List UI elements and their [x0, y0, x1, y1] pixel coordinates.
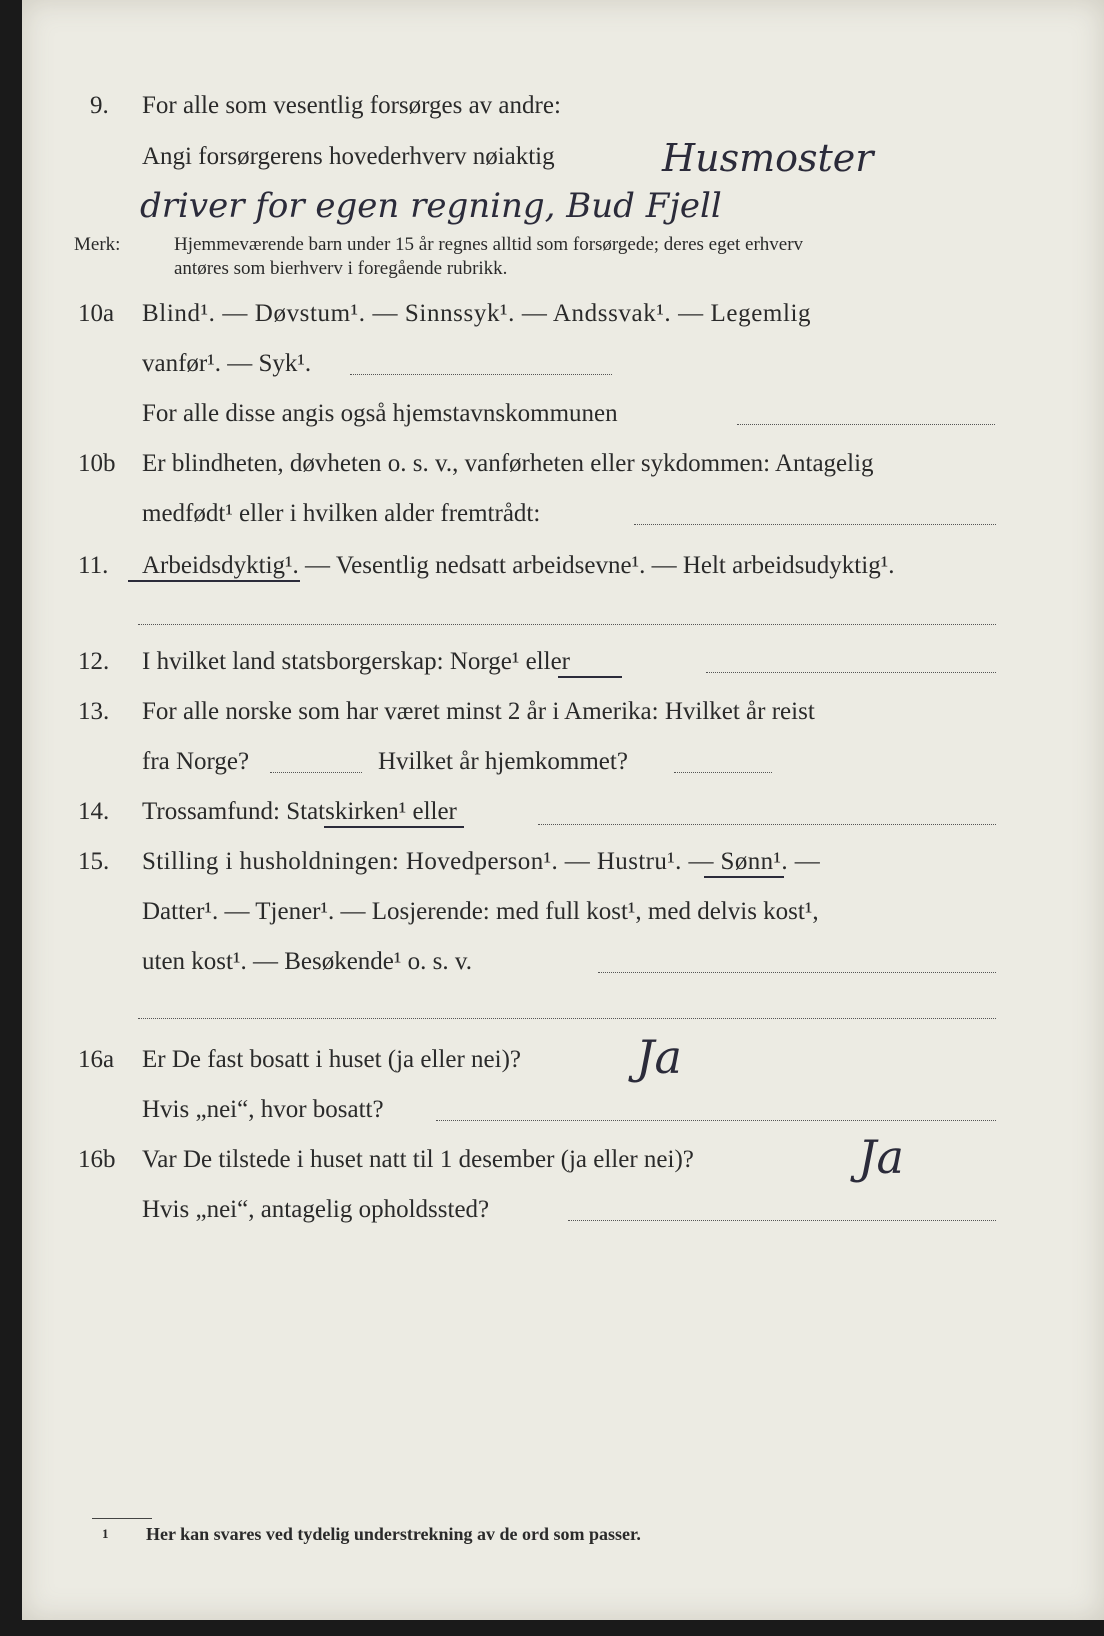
q10a-line1: Blind¹. — Døvstum¹. — Sinnssyk¹. — Andssvak¹. — Legemlig — [142, 300, 812, 327]
q12-answer-line — [706, 672, 996, 673]
q13-line2a: fra Norge? — [142, 748, 250, 775]
q12-number: 12. — [78, 648, 110, 675]
q10a-sick-answer-line — [350, 374, 612, 375]
q15-line1: Stilling i husholdningen: Hovedperson¹. — Hustru¹. — Sønn¹. — — [142, 848, 821, 875]
q9-number: 9. — [90, 92, 109, 119]
q16b-handwritten-answer: Ja — [858, 1130, 904, 1184]
q15-answer-line — [598, 972, 996, 973]
q11-answer-line — [138, 624, 996, 625]
q9-handwritten-answer-2: driver for egen regning, Bud Fjell — [140, 186, 722, 226]
q9-merk-line2: antøres som bierhverv i foregående rubrikk. — [174, 258, 508, 279]
footnote-text: Her kan svares ved tydelig understrekning av de ord som passer. — [146, 1524, 641, 1544]
q15-line3: uten kost¹. — Besøkende¹ o. s. v. — [142, 948, 473, 975]
q13-return-year-line — [674, 772, 772, 773]
q15-line2: Datter¹. — Tjener¹. — Losjerende: med full kost¹, med delvis kost¹, — [142, 898, 819, 925]
footnote-mark: 1 — [102, 1526, 109, 1541]
q14-number: 14. — [78, 798, 110, 825]
q16b-whereabouts-line — [568, 1220, 996, 1221]
q10b-number: 10b — [78, 450, 116, 477]
q12-underline-norge — [558, 676, 622, 678]
q10a-line2: vanfør¹. — Syk¹. — [142, 350, 312, 377]
q16a-line2: Hvis „nei“, hvor bosatt? — [142, 1096, 384, 1123]
q15-extra-line — [138, 1018, 996, 1019]
footnote-rule — [92, 1518, 152, 1519]
q10a-home-municipality-line — [737, 424, 995, 425]
q16b-number: 16b — [78, 1146, 116, 1173]
q15-number: 15. — [78, 848, 110, 875]
q16a-residence-line — [436, 1120, 996, 1121]
q10a-number: 10a — [78, 300, 115, 327]
census-form-page — [22, 0, 1104, 1620]
q9-merk-label: Merk: — [74, 234, 121, 255]
q15-underline-hustru — [704, 876, 784, 878]
q16a-handwritten-answer: Ja — [636, 1030, 682, 1084]
q16b-line1: Var De tilstede i huset natt til 1 desember (ja eller nei)? — [142, 1146, 694, 1173]
q13-line1: For alle norske som har været minst 2 år i Amerika: Hvilket år reist — [142, 698, 815, 725]
q14-answer-line — [538, 824, 996, 825]
q11-underline-arbeidsdyktig — [128, 580, 300, 582]
q9-line1: For alle som vesentlig forsørges av andre: — [142, 92, 561, 119]
q11-number: 11. — [78, 552, 109, 579]
q13-number: 13. — [78, 698, 110, 725]
q9-merk-line1: Hjemmeværende barn under 15 år regnes alltid som forsørgede; deres eget erhverv — [174, 234, 804, 255]
q16b-line2: Hvis „nei“, antagelig opholdssted? — [142, 1196, 490, 1223]
q13-departure-year-line — [270, 772, 362, 773]
q13-line2b: Hvilket år hjemkommet? — [378, 748, 628, 775]
q12-line1: I hvilket land statsborgerskap: Norge¹ eller — [142, 648, 570, 675]
q11-line1: Arbeidsdyktig¹. — Vesentlig nedsatt arbeidsevne¹. — Helt arbeidsudyktig¹. — [142, 552, 895, 579]
q16a-line1: Er De fast bosatt i huset (ja eller nei)? — [142, 1046, 522, 1073]
q10b-line1: Er blindheten, døvheten o. s. v., vanførheten eller sykdommen: Antagelig — [142, 450, 874, 477]
q10b-answer-line — [634, 524, 996, 525]
q16a-number: 16a — [78, 1046, 115, 1073]
q14-line1: Trossamfund: Statskirken¹ eller — [142, 798, 457, 825]
q9-line2: Angi forsørgerens hovederhverv nøiaktig — [142, 143, 555, 170]
q14-underline-statskirken — [324, 826, 464, 828]
q10a-line3: For alle disse angis også hjemstavnskommunen — [142, 400, 618, 427]
q9-handwritten-answer-1: Husmoster — [662, 136, 874, 180]
q10b-line2: medfødt¹ eller i hvilken alder fremtrådt: — [142, 500, 541, 527]
